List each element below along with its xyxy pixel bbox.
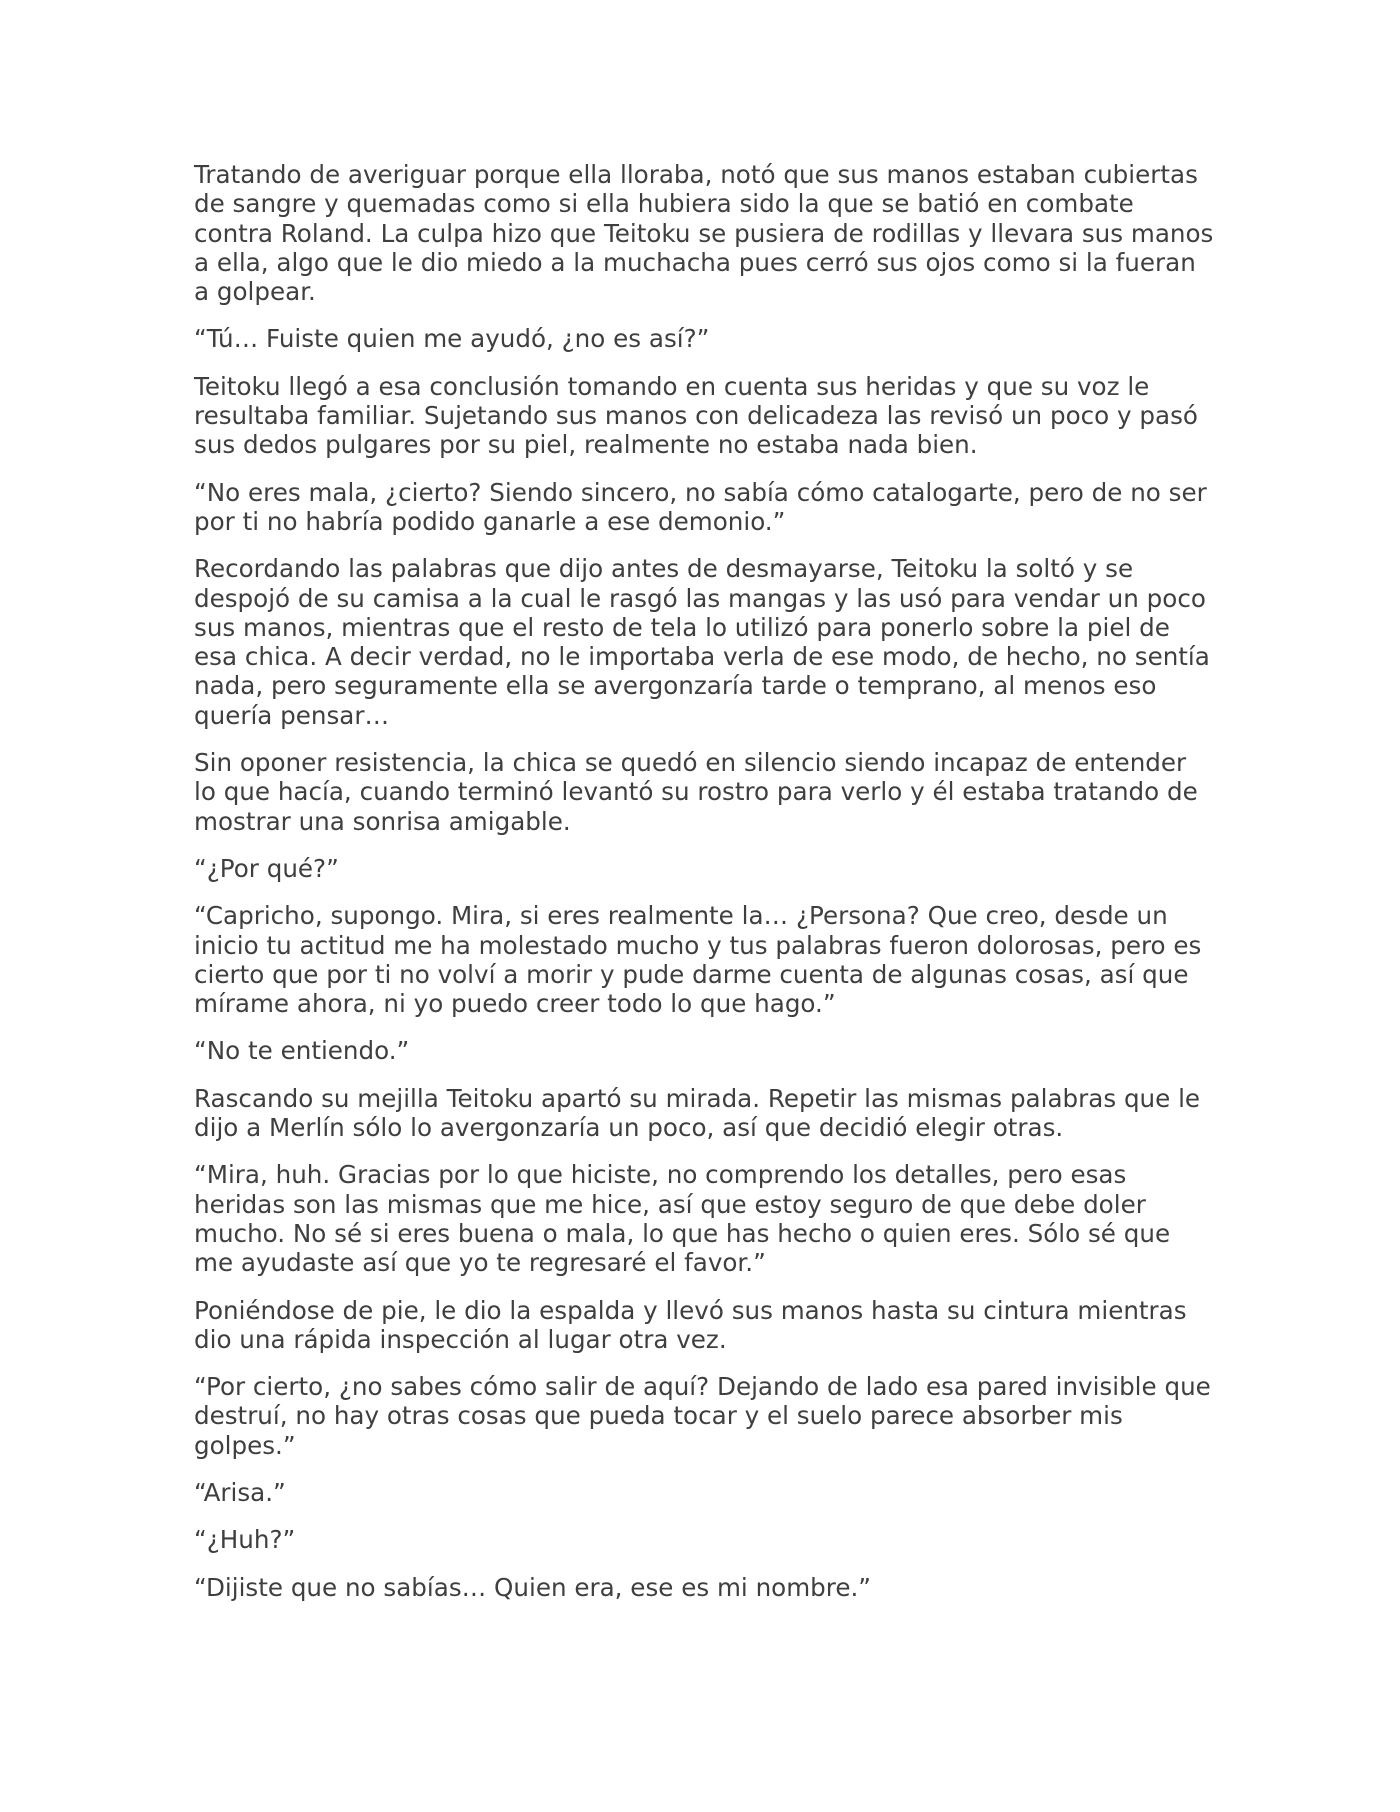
paragraph-3: Teitoku llegó a esa conclusión tomando en cuenta sus heridas y que su voz le resultaba familiar. Sujetando sus manos con delicadeza las revisó un poco y pasó sus dedos pulgares por su piel, realmente no estaba nada bien. <box>194 371 1198 460</box>
paragraph-14: “Arisa.” <box>194 1477 286 1507</box>
paragraph-8: “Capricho, supongo. Mira, si eres realmente la… ¿Persona? Que creo, desde un inicio tu actitud me ha molestado mucho y tus palabras fueron dolorosas, pero es cierto que por ti no volví a morir y pude darme cuenta de algunas cosas, así que mírame ahora, ni yo puedo creer todo lo que hago.” <box>194 901 1202 1019</box>
paragraph-2: “Tú… Fuiste quien me ayudó, ¿no es así?” <box>194 324 710 354</box>
paragraph-15: “¿Huh?” <box>194 1525 296 1555</box>
document-body <box>194 160 1214 1620</box>
paragraph-16: “Dijiste que no sabías… Quien era, ese es mi nombre.” <box>194 1572 872 1602</box>
paragraph-1: Tratando de averiguar porque ella lloraba, notó que sus manos estaban cubiertas de sangre y quemadas como si ella hubiera sido la que se batió en combate contra Roland. La culpa hizo que Teitoku se pusiera de rodillas y llevara sus manos a ella, algo que le dio miedo a la muchacha pues cerró sus ojos como si la fueran a golpear. <box>194 160 1214 307</box>
paragraph-12: Poniéndose de pie, le dio la espalda y llevó sus manos hasta su cintura mientras dio una rápida inspección al lugar otra vez. <box>194 1295 1187 1354</box>
paragraph-6: Sin oponer resistencia, la chica se quedó en silencio siendo incapaz de entender lo que hacía, cuando terminó levantó su rostro para verlo y él estaba tratando de mostrar una sonrisa amigable. <box>194 748 1198 836</box>
paragraph-10: Rascando su mejilla Teitoku apartó su mirada. Repetir las mismas palabras que le dijo a Merlín sólo lo avergonzaría un poco, así que decidió elegir otras. <box>194 1083 1201 1143</box>
paragraph-7: “¿Por qué?” <box>194 853 339 883</box>
paragraph-11: “Mira, huh. Gracias por lo que hiciste, no comprendo los detalles, pero esas heridas son las mismas que me hice, así que estoy seguro de que debe doler mucho. No sé si eres buena o mala, lo que has hecho o quien eres. Sólo sé que me ayudaste así que yo te regresaré el favor.” <box>194 1160 1171 1278</box>
paragraph-5: Recordando las palabras que dijo antes de desmayarse, Teitoku la soltó y se despojó de su camisa a la cual le rasgó las mangas y las usó para vendar un poco sus manos, mientras que el resto de tela lo utilizó para ponerlo sobre la piel de esa chica. A decir verdad, no le importaba verla de ese modo, de hecho, no sentía nada, pero seguramente ella se avergonzaría tarde o temprano, al menos eso quería pensar… <box>194 554 1210 730</box>
paragraph-9: “No te entiendo.” <box>194 1036 410 1066</box>
paragraph-4: “No eres mala, ¿cierto? Siendo sincero, no sabía cómo catalogarte, pero de no ser por ti no habría podido ganarle a ese demonio.” <box>194 477 1207 536</box>
paragraph-13: “Por cierto, ¿no sabes cómo salir de aquí? Dejando de lado esa pared invisible que destruí, no hay otras cosas que pueda tocar y el suelo parece absorber mis golpes.” <box>194 1372 1211 1460</box>
